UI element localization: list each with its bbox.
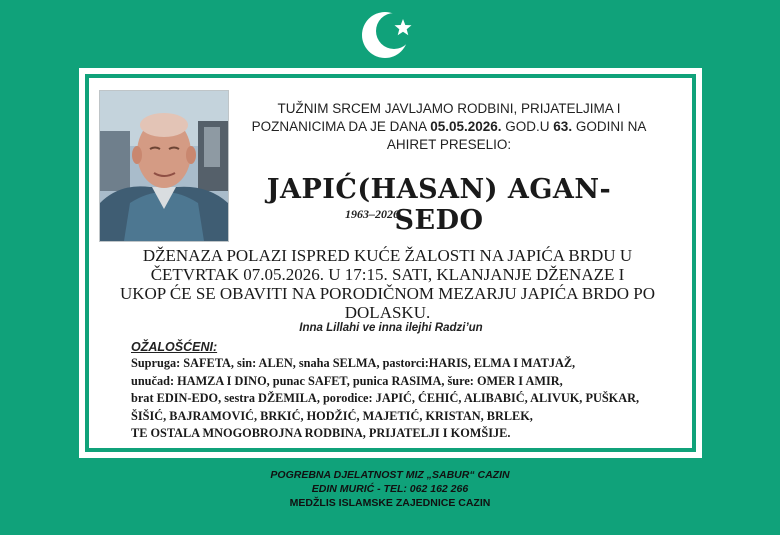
footer-contact: EDIN MURIĆ - TEL: 062 162 266 xyxy=(311,483,469,495)
funeral-details xyxy=(115,246,660,322)
mourners-line: unučad: HAMZA I DINO, punac SAFET, punica RASIMA, šure: OMER I AMIR, xyxy=(131,373,563,388)
funeral-line-1: DŽENAZA POLAZI ISPRED KUĆE ŽALOSTI NA JAPIĆA BRDU U xyxy=(142,246,633,265)
mourners-heading: OŽALOŠĆENI: xyxy=(131,340,218,354)
deceased-name: JAPIĆ(HASAN) AGAN-SEDO xyxy=(266,174,612,236)
death-date: 05.05.2026. xyxy=(430,119,502,134)
portrait-photo xyxy=(99,90,229,242)
funeral-line-3: UKOP ĆE SE OBAVITI NA PORODIČNOM MEZARJU JAPIĆA BRDO PO xyxy=(119,284,656,303)
life-years: 1963–2026 xyxy=(345,207,399,221)
mourners-line: Supruga: SAFETA, sin: ALEN, snaha SELMA, pastorci:HARIS, ELMA I MATJAŽ, xyxy=(131,356,576,370)
announcement-line-2-mid: GOD.U xyxy=(501,119,554,134)
funeral-line-2: ČETVRTAK 07.05.2026. U 17:15. SATI, KLANJANJE DŽENAZE I xyxy=(150,265,625,284)
prayer-verse: Inna Lillahi ve inna ilejhi Radzi’un xyxy=(299,322,483,334)
obituary-card xyxy=(79,68,702,458)
funeral-service-footer xyxy=(0,468,780,510)
announcement-line-1: TUŽNIM SRCEM JAVLJAMO RODBINI, PRIJATELJIMA I xyxy=(277,101,621,116)
footer-organization: MEDŽLIS ISLAMSKE ZAJEDNICE CAZIN xyxy=(289,497,491,509)
announcement-line-2-start: POZNANICIMA DA JE DANA xyxy=(251,119,431,134)
mourners-line: brat EDIN-EDO, sestra DŽEMILA, porodice: JAPIĆ, ĆEHIĆ, ALIBABIĆ, ALIVUK, PUŠKAR, xyxy=(131,391,640,405)
announcement-text xyxy=(249,100,649,154)
mourners-line: ŠIŠIĆ, BAJRAMOVIĆ, BRKIĆ, HODŽIĆ, MAJETIĆ, KRISTAN, BRLEK, xyxy=(131,408,533,423)
mourners-line: TE OSTALA MNOGOBROJNA RODBINA, PRIJATELJI I KOMŠIJE. xyxy=(131,426,511,440)
announcement-line-2-end: GODINI NA xyxy=(572,119,647,134)
funeral-line-4: DOLASKU. xyxy=(344,303,431,322)
announcement-line-2 xyxy=(249,118,649,136)
age: 63. xyxy=(553,119,573,134)
footer-company: POGREBNA DJELATNOST MIZ „SABUR“ CAZIN xyxy=(270,469,510,481)
mourners-list xyxy=(131,355,651,443)
crescent-star-icon xyxy=(358,4,420,66)
announcement-line-3: AHIRET PRESELIO: xyxy=(386,137,512,152)
